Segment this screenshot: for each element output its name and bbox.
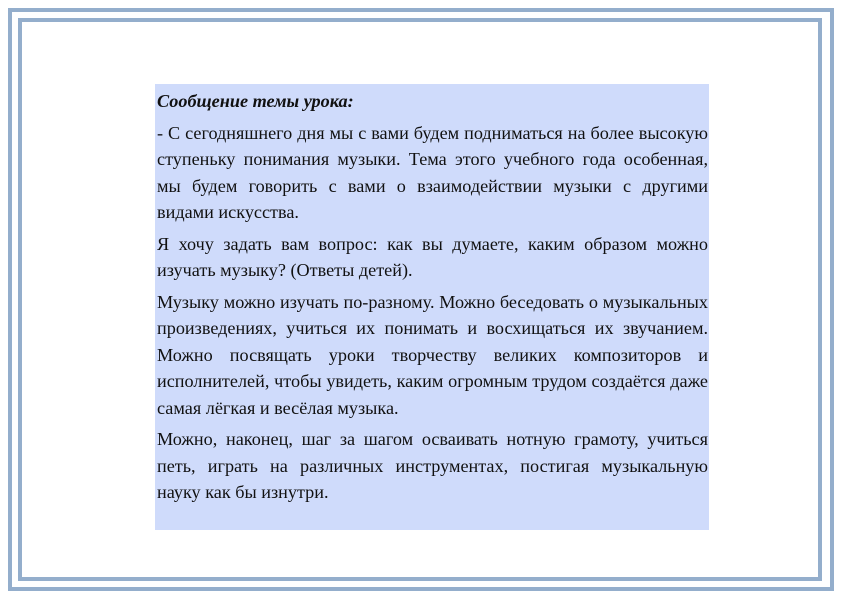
lesson-text-box	[155, 84, 709, 530]
paragraph-music-literacy: Можно, наконец, шаг за шагом осваивать нотную грамоту, учиться петь, играть на различных инструментах, постигая музыкальную науку как бы изнутри.	[157, 429, 708, 502]
lesson-topic-heading: Сообщение темы урока:	[157, 91, 354, 111]
paragraph-intro: - С сегодняшнего дня мы с вами будем подниматься на более высокую ступеньку понимания музыки. Тема этого учебного года особенная, мы будем говорить с вами о взаимодействии музыки с другими видами искусства.	[157, 122, 708, 222]
paragraph-ways-to-study: Музыку можно изучать по-разному. Можно беседовать о музыкальных произведениях, учиться их понимать и восхищаться их звучанием. Можно посвящать уроки творчеству великих композиторов и исполнителей, чтобы увидеть, каким огромным трудом создаётся даже самая лёгкая и весёлая музыка.	[157, 291, 708, 418]
paragraph-question: Я хочу задать вам вопрос: как вы думаете, каким образом можно изучать музыку? (Ответы детей).	[157, 233, 708, 280]
